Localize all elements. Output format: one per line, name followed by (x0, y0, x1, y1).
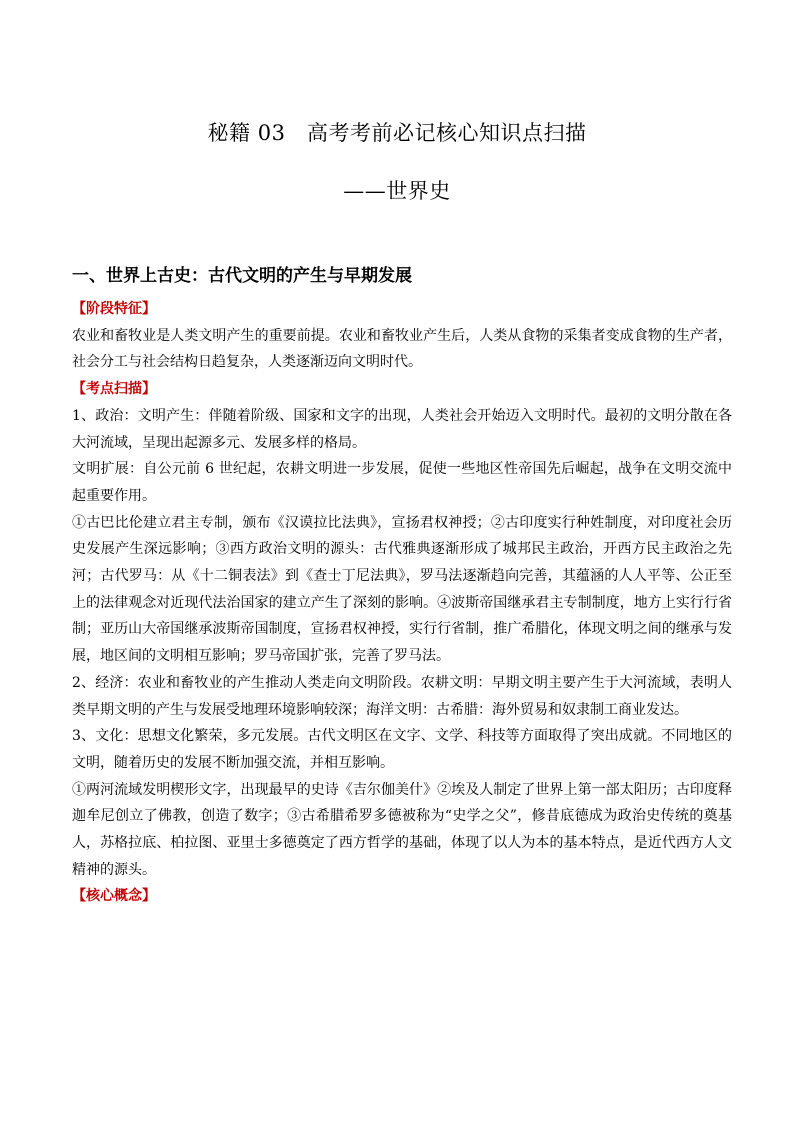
culture-paragraph: 3、文化：思想文化繁荣，多元发展。古代文明区在文字、文学、科技等方面取得了突出成就。不同地区的文明，随着历史的发展不断加强交流，并相互影响。 (72, 728, 732, 771)
politics-detail-paragraph: ①古巴比伦建立君主专制，颁布《汉谟拉比法典》，宣扬君权神授；②古印度实行种姓制度，对印度社会历史发展产生深远影响；③西方政治文明的源头：古代雅典逐渐形成了城邦民主政治，开西方民主政治之先河；古代罗马：从《十二铜表法》到《查士丁尼法典》，罗马法逐渐趋向完善，其蕴涵的人人平等、公正至上的法律观念对近现代法治国家的建立产生了深刻的影响。④波斯帝国继承君主专制制度，地方上实行行省制；亚历山大帝国继承波斯帝国制度，宣扬君权神授，实行行省制，推广希腊化，体现文明之间的继承与发展，地区间的文明相互影响；罗马帝国扩张，完善了罗马法。 (72, 514, 732, 665)
section-heading: 一、世界上古史：古代文明的产生与早期发展 (72, 266, 412, 286)
politics-paragraph: 1、政治：文明产生：伴随着阶级、国家和文字的出现，人类社会开始迈入文明时代。最初的文明分散在各大河流域，呈现出起源多元、发展多样的格局。 (72, 407, 732, 451)
body-text (72, 296, 732, 910)
exam-scan-tag: 【考点扫描】 (72, 381, 156, 398)
economy-paragraph: 2、经济：农业和畜牧业的产生推动人类走向文明阶段。农耕文明：早期文明主要产生于大河流域，表明人类早期文明的产生与发展受地理环境影响较深；海洋文明：古希腊：海外贸易和奴隶制工商业发达。 (72, 674, 732, 718)
page-title: 秘籍 03 高考考前必记核心知识点扫描 (207, 121, 587, 145)
stage-feature-tag: 【阶段特征】 (72, 301, 156, 317)
culture-detail-paragraph: ①两河流域发明楔形文字，出现最早的史诗《吉尔伽美什》②埃及人制定了世界上第一部太阳历；古印度释迦牟尼创立了佛教，创造了数字；③古希腊希罗多德被称为“史学之父”，修昔底德成为政治史传统的奠基人，苏格拉底、柏拉图、亚里士多德奠定了西方哲学的基础，体现了以人为本的基本特点，是近代西方人文精神的源头。 (72, 781, 732, 878)
civilization-expansion-paragraph: 文明扩展：自公元前 6 世纪起，农耕文明进一步发展，促使一些地区性帝国先后崛起，战争在文明交流中起重要作用。 (72, 461, 732, 504)
stage-feature-paragraph: 农业和畜牧业是人类文明产生的重要前提。农业和畜牧业产生后，人类从食物的采集者变成食物的生产者，社会分工与社会结构日趋复杂，人类逐渐迈向文明时代。 (72, 327, 732, 371)
core-concept-tag: 【核心概念】 (72, 888, 156, 905)
page-subtitle: ——世界史 (343, 179, 451, 203)
